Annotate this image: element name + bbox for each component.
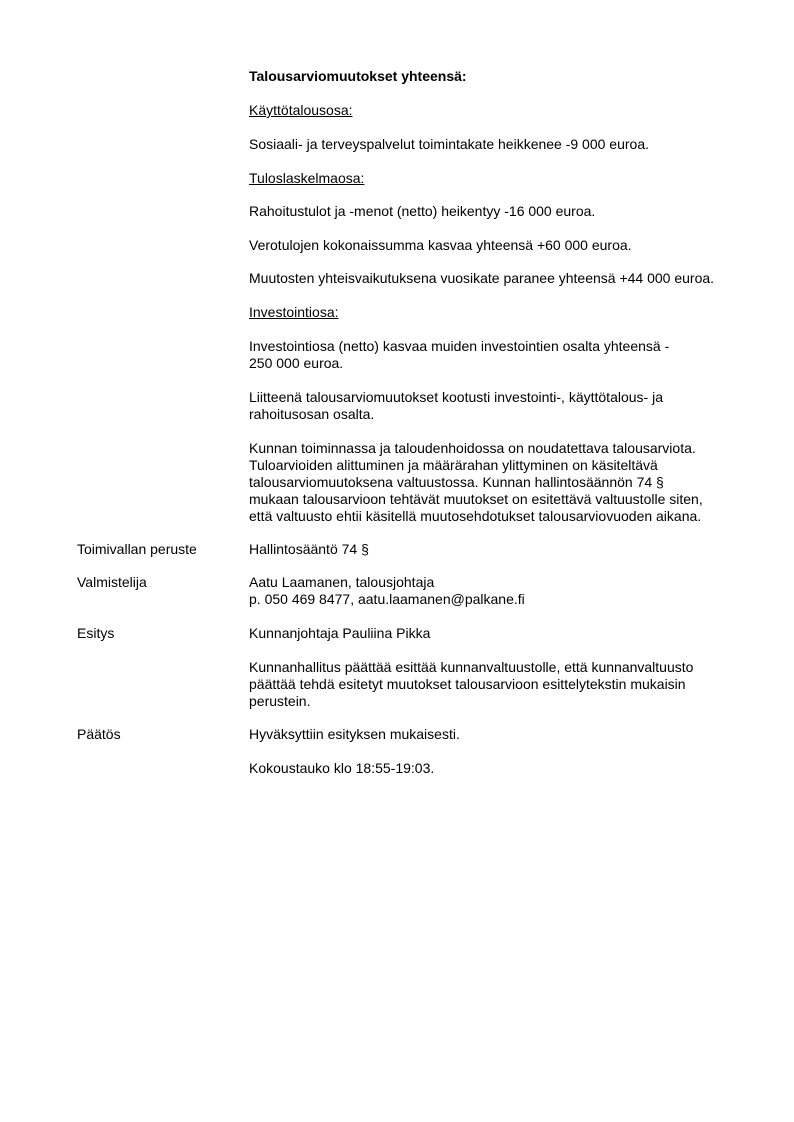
text-line: 250 000 euroa. <box>249 355 344 371</box>
text-line: päättää tehdä esitetyt muutokset talousarvioon esittelytekstin mukaisin <box>249 676 686 692</box>
text-line: että valtuusto ehtii käsitellä muutosehdotukset talousarviovuoden aikana. <box>249 508 702 524</box>
text-line: Investointiosa (netto) kasvaa muiden investointien osalta yhteensä - <box>249 338 670 354</box>
income-statement-heading: Tuloslaskelmaosa: <box>249 170 365 186</box>
authority-label: Toimivallan peruste <box>77 541 197 557</box>
text-line: Tuloarvioiden alittuminen ja määrärahan ylittyminen on käsiteltävä <box>249 457 658 473</box>
text-line: Kunnanhallitus päättää esittää kunnanvaltuustolle, että kunnanvaltuusto <box>249 659 694 675</box>
text-line: perustein. <box>249 693 311 709</box>
proposal-text <box>249 659 749 710</box>
operating-budget-text: Sosiaali- ja terveyspalvelut toimintakate heikkenee -9 000 euroa. <box>249 136 650 152</box>
preparer-value <box>249 574 749 608</box>
income-statement-line: Muutosten yhteisvaikutuksena vuosikate paranee yhteensä +44 000 euroa. <box>249 270 715 286</box>
text-line: talousarviomuutoksena valtuustossa. Kunnan hallintosäännön 74 § <box>249 474 664 490</box>
decision-text: Hyväksyttiin esityksen mukaisesti. <box>249 726 460 742</box>
text-line: Kunnan toiminnassa ja taloudenhoidossa on noudatettava talousarviota. <box>249 440 696 456</box>
text-line: mukaan talousarvioon tehtävät muutokset on esitettävä valtuustolle siten, <box>249 491 703 507</box>
budget-changes-heading: Talousarviomuutokset yhteensä: <box>249 68 467 84</box>
investment-heading: Investointiosa: <box>249 304 339 320</box>
meeting-break-note: Kokoustauko klo 18:55-19:03. <box>249 760 435 776</box>
income-statement-line: Verotulojen kokonaissumma kasvaa yhteensä +60 000 euroa. <box>249 237 632 253</box>
proposal-label: Esitys <box>77 625 115 641</box>
proposal-presenter: Kunnanjohtaja Pauliina Pikka <box>249 625 431 641</box>
investment-text <box>249 338 749 372</box>
attachment-text <box>249 389 749 423</box>
preparer-label: Valmistelija <box>77 574 147 590</box>
text-line: rahoitusosan osalta. <box>249 406 375 422</box>
decision-label: Päätös <box>77 726 121 742</box>
authority-value: Hallintosääntö 74 § <box>249 541 369 557</box>
preparer-contact: p. 050 469 8477, aatu.laamanen@palkane.fi <box>249 591 525 607</box>
rules-text <box>249 440 749 525</box>
text-line: Liitteenä talousarviomuutokset kootusti investointi-, käyttötalous- ja <box>249 389 663 405</box>
operating-budget-heading: Käyttötalousosa: <box>249 102 353 118</box>
preparer-name: Aatu Laamanen, talousjohtaja <box>249 574 435 590</box>
income-statement-line: Rahoitustulot ja -menot (netto) heikentyy -16 000 euroa. <box>249 203 596 219</box>
